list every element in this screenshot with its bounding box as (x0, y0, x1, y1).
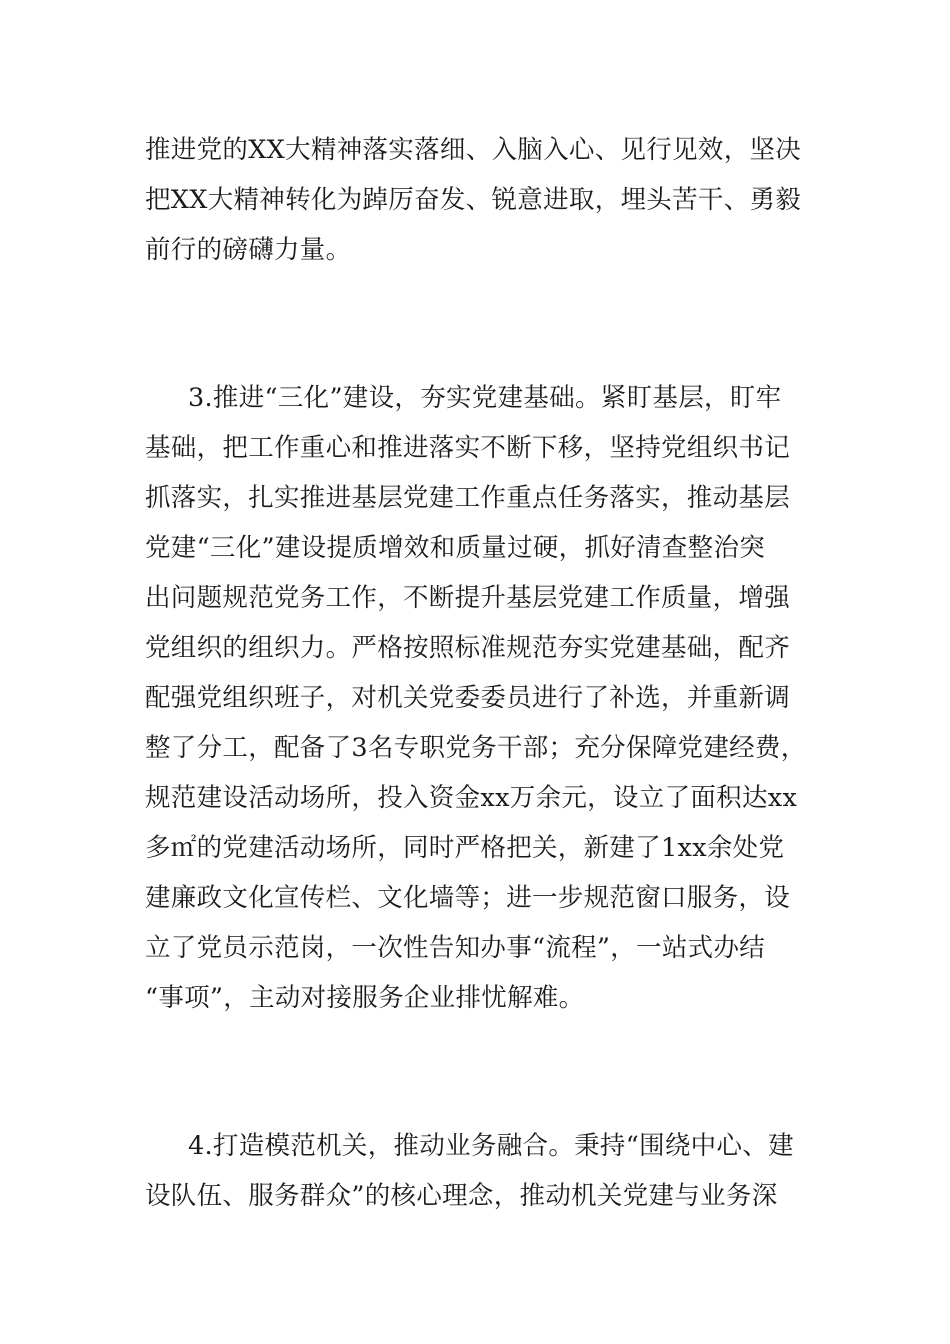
text-line: 前行的磅礴力量。 (145, 235, 352, 265)
text-line: 出问题规范党务工作，不断提升基层党建工作质量，增强 (145, 583, 791, 613)
text-line: 抓落实，扎实推进基层党建工作重点任务落实，推动基层 (145, 483, 791, 513)
text-line: “事项”，主动对接服务企业排忧解难。 (145, 983, 585, 1013)
text-line: 基础，把工作重心和推进落实不断下移，坚持党组织书记 (145, 433, 791, 463)
text-line: 党组织的组织力。严格按照标准规范夯实党建基础，配齐 (145, 633, 791, 663)
text-line: 把XX大精神转化为踔厉奋发、锐意进取，埋头苦干、勇毅 (145, 185, 802, 215)
text-line: 设队伍、服务群众”的核心理念，推动机关党建与业务深 (145, 1181, 778, 1211)
text-line: 规范建设活动场所，投入资金xx万余元，设立了面积达xx (145, 783, 798, 813)
text-line: 3.推进“三化”建设，夯实党建基础。紧盯基层，盯牢 (188, 383, 782, 413)
text-line: 党建“三化”建设提质增效和质量过硬，抓好清查整治突 (145, 533, 766, 563)
text-line: 建廉政文化宣传栏、文化墙等；进一步规范窗口服务，设 (145, 883, 791, 913)
text-line: 推进党的XX大精神落实落细、入脑入心、见行见效，坚决 (145, 135, 802, 165)
text-line: 整了分工，配备了3名专职党务干部；充分保障党建经费， (145, 733, 807, 763)
text-line: 多㎡的党建活动场所，同时严格把关，新建了1xx余处党 (145, 833, 785, 863)
text-line: 4.打造模范机关，推动业务融合。秉持“围绕中心、建 (188, 1131, 794, 1161)
text-line: 立了党员示范岗，一次性告知办事“流程”，一站式办结 (145, 933, 766, 963)
text-line: 配强党组织班子，对机关党委委员进行了补选，并重新调 (145, 683, 791, 713)
